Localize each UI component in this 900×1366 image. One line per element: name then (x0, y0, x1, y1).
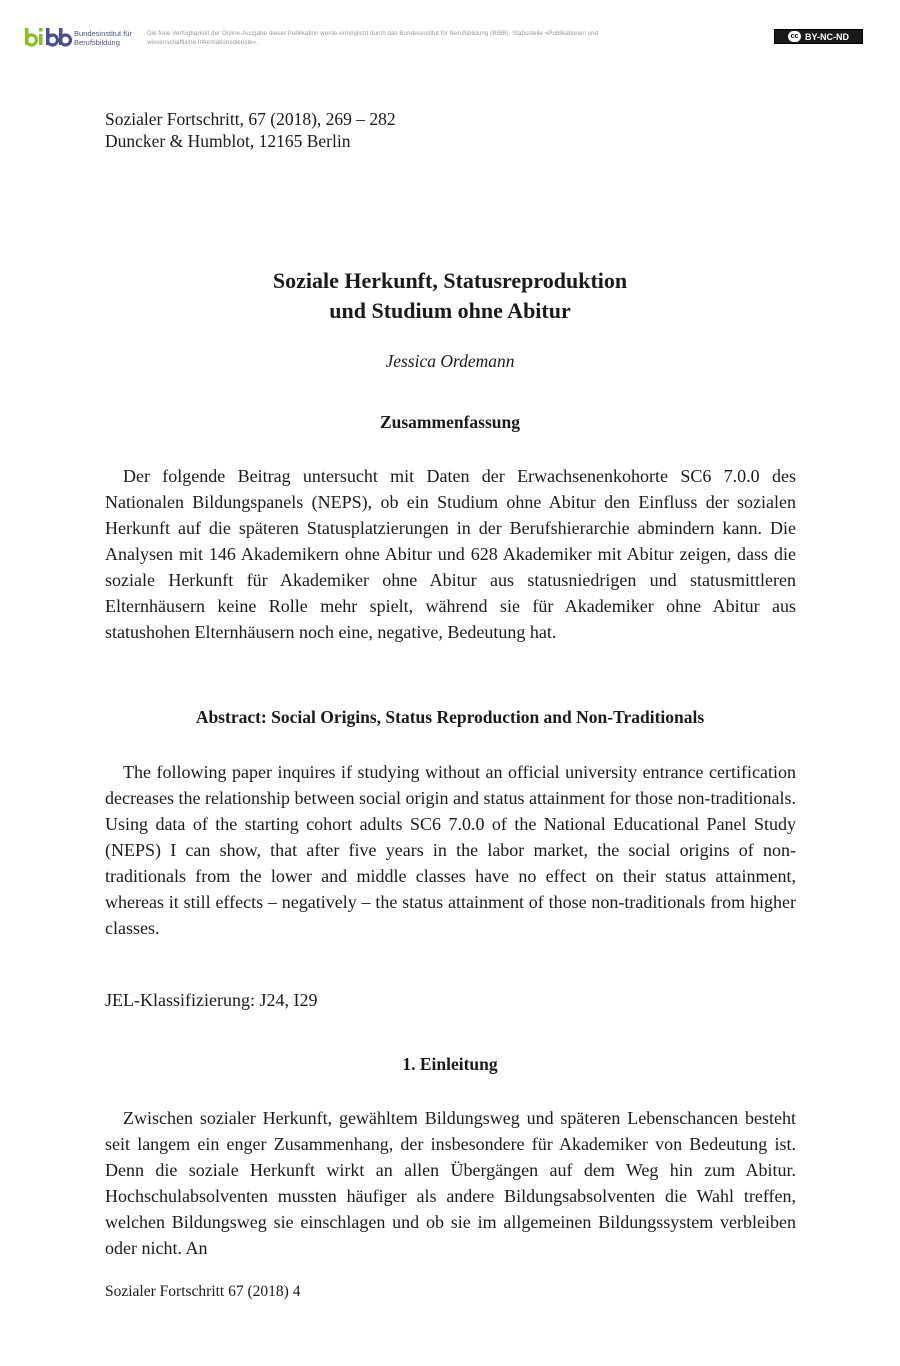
journal-citation (105, 108, 396, 152)
license-label: BY-NC-ND (805, 31, 849, 42)
jel-classification: JEL-Klassifizierung: J24, I29 (105, 990, 318, 1010)
journal-line-1: Sozialer Fortschritt, 67 (2018), 269 – 282 (105, 109, 396, 129)
cc-icon: cc (788, 31, 801, 42)
section-heading-einleitung: 1. Einleitung (402, 1054, 498, 1074)
logo-text-line1: Bundesinstitut für (74, 29, 132, 38)
logo-text-line2: Berufsbildung (74, 37, 120, 47)
logo-text (74, 30, 132, 47)
title-line-1: Soziale Herkunft, Statusreproduktion (272, 268, 628, 293)
author-name: Jessica Ordemann (385, 351, 515, 371)
title-line-2: und Studium ohne Abitur (329, 298, 571, 323)
page-footer: Sozialer Fortschritt 67 (2018) 4 (105, 1283, 301, 1300)
bibb-logo-icon (24, 26, 72, 48)
license-badge[interactable] (774, 29, 863, 44)
article-title (0, 266, 900, 326)
availability-note: Die freie Verfügbarkeit der Online-Ausgabe dieser Publikation wurde ermöglicht durch das Bundesinstitut für Berufsbildung (BIBB), Stabsstelle »Publikationen und wissenschaftliche Informationsdienste«. (147, 30, 599, 46)
journal-line-2: Duncker & Humblot, 12165 Berlin (105, 131, 351, 151)
publisher-banner (0, 0, 900, 70)
abstract-paragraph: The following paper inquires if studying without an official university entrance certification decreases the relationship between social origin and status attainment for those non-traditionals. Using data of the starting cohort adults SC6 7.0.0 of the National Educational Panel Study (NEPS) I can show, that after five years in the labor market, the social origins of non-traditionals from the lower and middle classes have no effect on their status attainment, whereas it still effects – negatively – the status attainment of those non-traditionals from higher classes. (105, 762, 796, 938)
einleitung-paragraph: Zwischen sozialer Herkunft, gewähltem Bildungsweg und späteren Lebenschancen besteht seit langem ein enger Zusammenhang, der insbesondere für Akademiker von Bedeutung ist. Denn die soziale Herkunft wirkt an allen Übergängen auf dem Weg hin zum Abitur. Hochschulabsolventen mussten häufiger als andere Bildungsabsolventen die Wahl treffen, welchen Bildungsweg sie einschlagen und ob sie im allgemeinen Bildungssystem verbleiben oder nicht. An (105, 1108, 796, 1258)
zusammenfassung-heading: Zusammenfassung (379, 412, 521, 432)
bibb-logo (24, 26, 132, 48)
zusammenfassung-paragraph: Der folgende Beitrag untersucht mit Daten der Erwachsenenkohorte SC6 7.0.0 des Nationalen Bildungspanels (NEPS), ob ein Studium ohne Abitur den Einfluss der sozialen Herkunft auf die späteren Statusplatzierungen in der Berufshierarchie abmindern kann. Die Analysen mit 146 Akademikern ohne Abitur und 628 Akademiker mit Abitur zeigen, dass die soziale Herkunft für Akademiker ohne Abitur aus statusniedrigen und statusmittleren Elternhäusern keine Rolle mehr spielt, während sie für Akademiker ohne Abitur aus statushohen Elternhäusern noch eine, negative, Bedeutung hat. (105, 466, 796, 642)
abstract-heading: Abstract: Social Origins, Status Reproduction and Non-Traditionals (195, 707, 705, 727)
